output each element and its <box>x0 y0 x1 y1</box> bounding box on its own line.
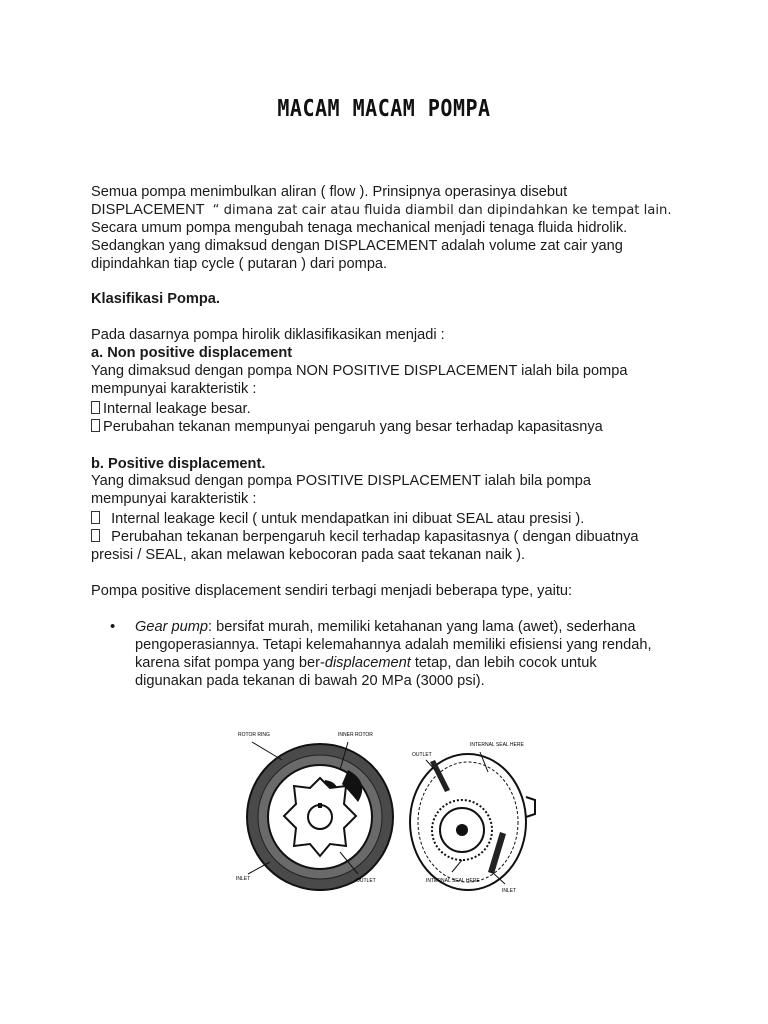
leader-line <box>252 742 282 760</box>
klasifikasi-heading: Klasifikasi Pompa. <box>91 291 220 307</box>
page-title: MACAM MACAM POMPA <box>277 94 491 122</box>
non-positive-heading: a. Non positive displacement <box>91 345 293 361</box>
drive-shaft <box>526 797 535 817</box>
gear-line-2: pengoperasiannya. Tetapi kelemahannya adalah memiliki efisiensi yang rendah, <box>135 637 652 653</box>
positive-item-1-text: Internal leakage kecil ( untuk mendapatkan ini dibuat SEAL atau presisi ). <box>111 511 585 527</box>
idler-gear <box>432 800 492 860</box>
gear-line-1 <box>135 618 636 636</box>
non-positive-item-1-text: Internal leakage besar. <box>103 401 251 417</box>
gear-pump-diagram <box>230 722 540 902</box>
label-internal-seal-2: INTERNAL SEAL HERE <box>426 878 480 884</box>
intro-line-2-rest: “ dimana zat cair atau fluida diambil dan dipindahkan ke tempat lain. <box>212 203 672 218</box>
intro-line-4: Sedangkan yang dimaksud dengan DISPLACEMENT adalah volume zat cair yang <box>91 238 623 254</box>
label-outlet-right: OUTLET <box>412 752 432 758</box>
intro-displacement: DISPLACEMENT <box>91 202 205 218</box>
internal-gear-pump-illustration <box>410 742 535 894</box>
label-inlet-right: INLET <box>502 888 517 894</box>
positive-item-2 <box>91 528 639 546</box>
positive-item-2-cont: presisi / SEAL, akan melawan kebocoran pada saat tekanan naik ). <box>91 547 526 563</box>
missing-glyph-icon <box>91 401 100 414</box>
positive-item-2-text: Perubahan tekanan berpengaruh kecil terhadap kapasitasnya ( dengan dibuatnya <box>111 529 639 545</box>
positive-item-1 <box>91 510 584 528</box>
gear-line-3a: karena sifat pompa yang ber- <box>135 655 325 671</box>
label-outlet-left: OUTLET <box>356 878 376 884</box>
gear-term: Gear pump <box>135 619 209 635</box>
non-positive-item-1 <box>91 400 251 418</box>
shaft-bore <box>308 805 332 829</box>
positive-line-1: Yang dimaksud dengan pompa POSITIVE DISPLACEMENT ialah bila pompa <box>91 473 591 489</box>
label-rotor-ring: ROTOR RING <box>238 732 270 738</box>
shaft-key <box>318 803 322 808</box>
intro-line-3: Secara umum pompa mengubah tenaga mechanical menjadi tenaga fluida hidrolik. <box>91 220 628 236</box>
missing-glyph-icon <box>91 529 100 542</box>
label-inlet-left: INLET <box>236 876 251 882</box>
non-positive-item-2-text: Perubahan tekanan mempunyai pengaruh yang besar terhadap kapasitasnya <box>103 419 603 435</box>
gear-line-3 <box>135 654 597 672</box>
gear-bullet: • <box>110 618 116 635</box>
intro-line-2 <box>91 201 672 220</box>
positive-heading: b. Positive displacement. <box>91 456 266 472</box>
label-internal-seal: INTERNAL SEAL HERE <box>470 742 524 748</box>
label-inner-rotor: INNER ROTOR <box>338 732 373 738</box>
missing-glyph-icon <box>91 511 100 524</box>
gerotor-pump-illustration <box>236 732 393 890</box>
intro-line-1: Semua pompa menimbulkan aliran ( flow ). Prinsipnya operasinya disebut <box>91 184 568 200</box>
klasifikasi-text: Pada dasarnya pompa hirolik diklasifikasikan menjadi : <box>91 327 445 343</box>
non-positive-item-2 <box>91 418 603 436</box>
gear-line-4: digunakan pada tekanan di bawah 20 MPa (3000 psi). <box>135 673 485 689</box>
gear-line-3c: tetap, dan lebih cocok untuk <box>410 655 597 671</box>
non-positive-line-2: mempunyai karakteristik : <box>91 381 257 397</box>
intro-line-5: dipindahkan tiap cycle ( putaran ) dari pompa. <box>91 256 388 272</box>
gear-line-3-italic: displacement <box>324 655 411 671</box>
positive-line-2: mempunyai karakteristik : <box>91 491 257 507</box>
non-positive-line-1: Yang dimaksud dengan pompa NON POSITIVE DISPLACEMENT ialah bila pompa <box>91 363 628 379</box>
types-intro: Pompa positive displacement sendiri terbagi menjadi beberapa type, yaitu: <box>91 583 573 599</box>
missing-glyph-icon <box>91 419 100 432</box>
gear-line-1-text: : bersifat murah, memiliki ketahanan yang lama (awet), sederhana <box>208 619 636 635</box>
